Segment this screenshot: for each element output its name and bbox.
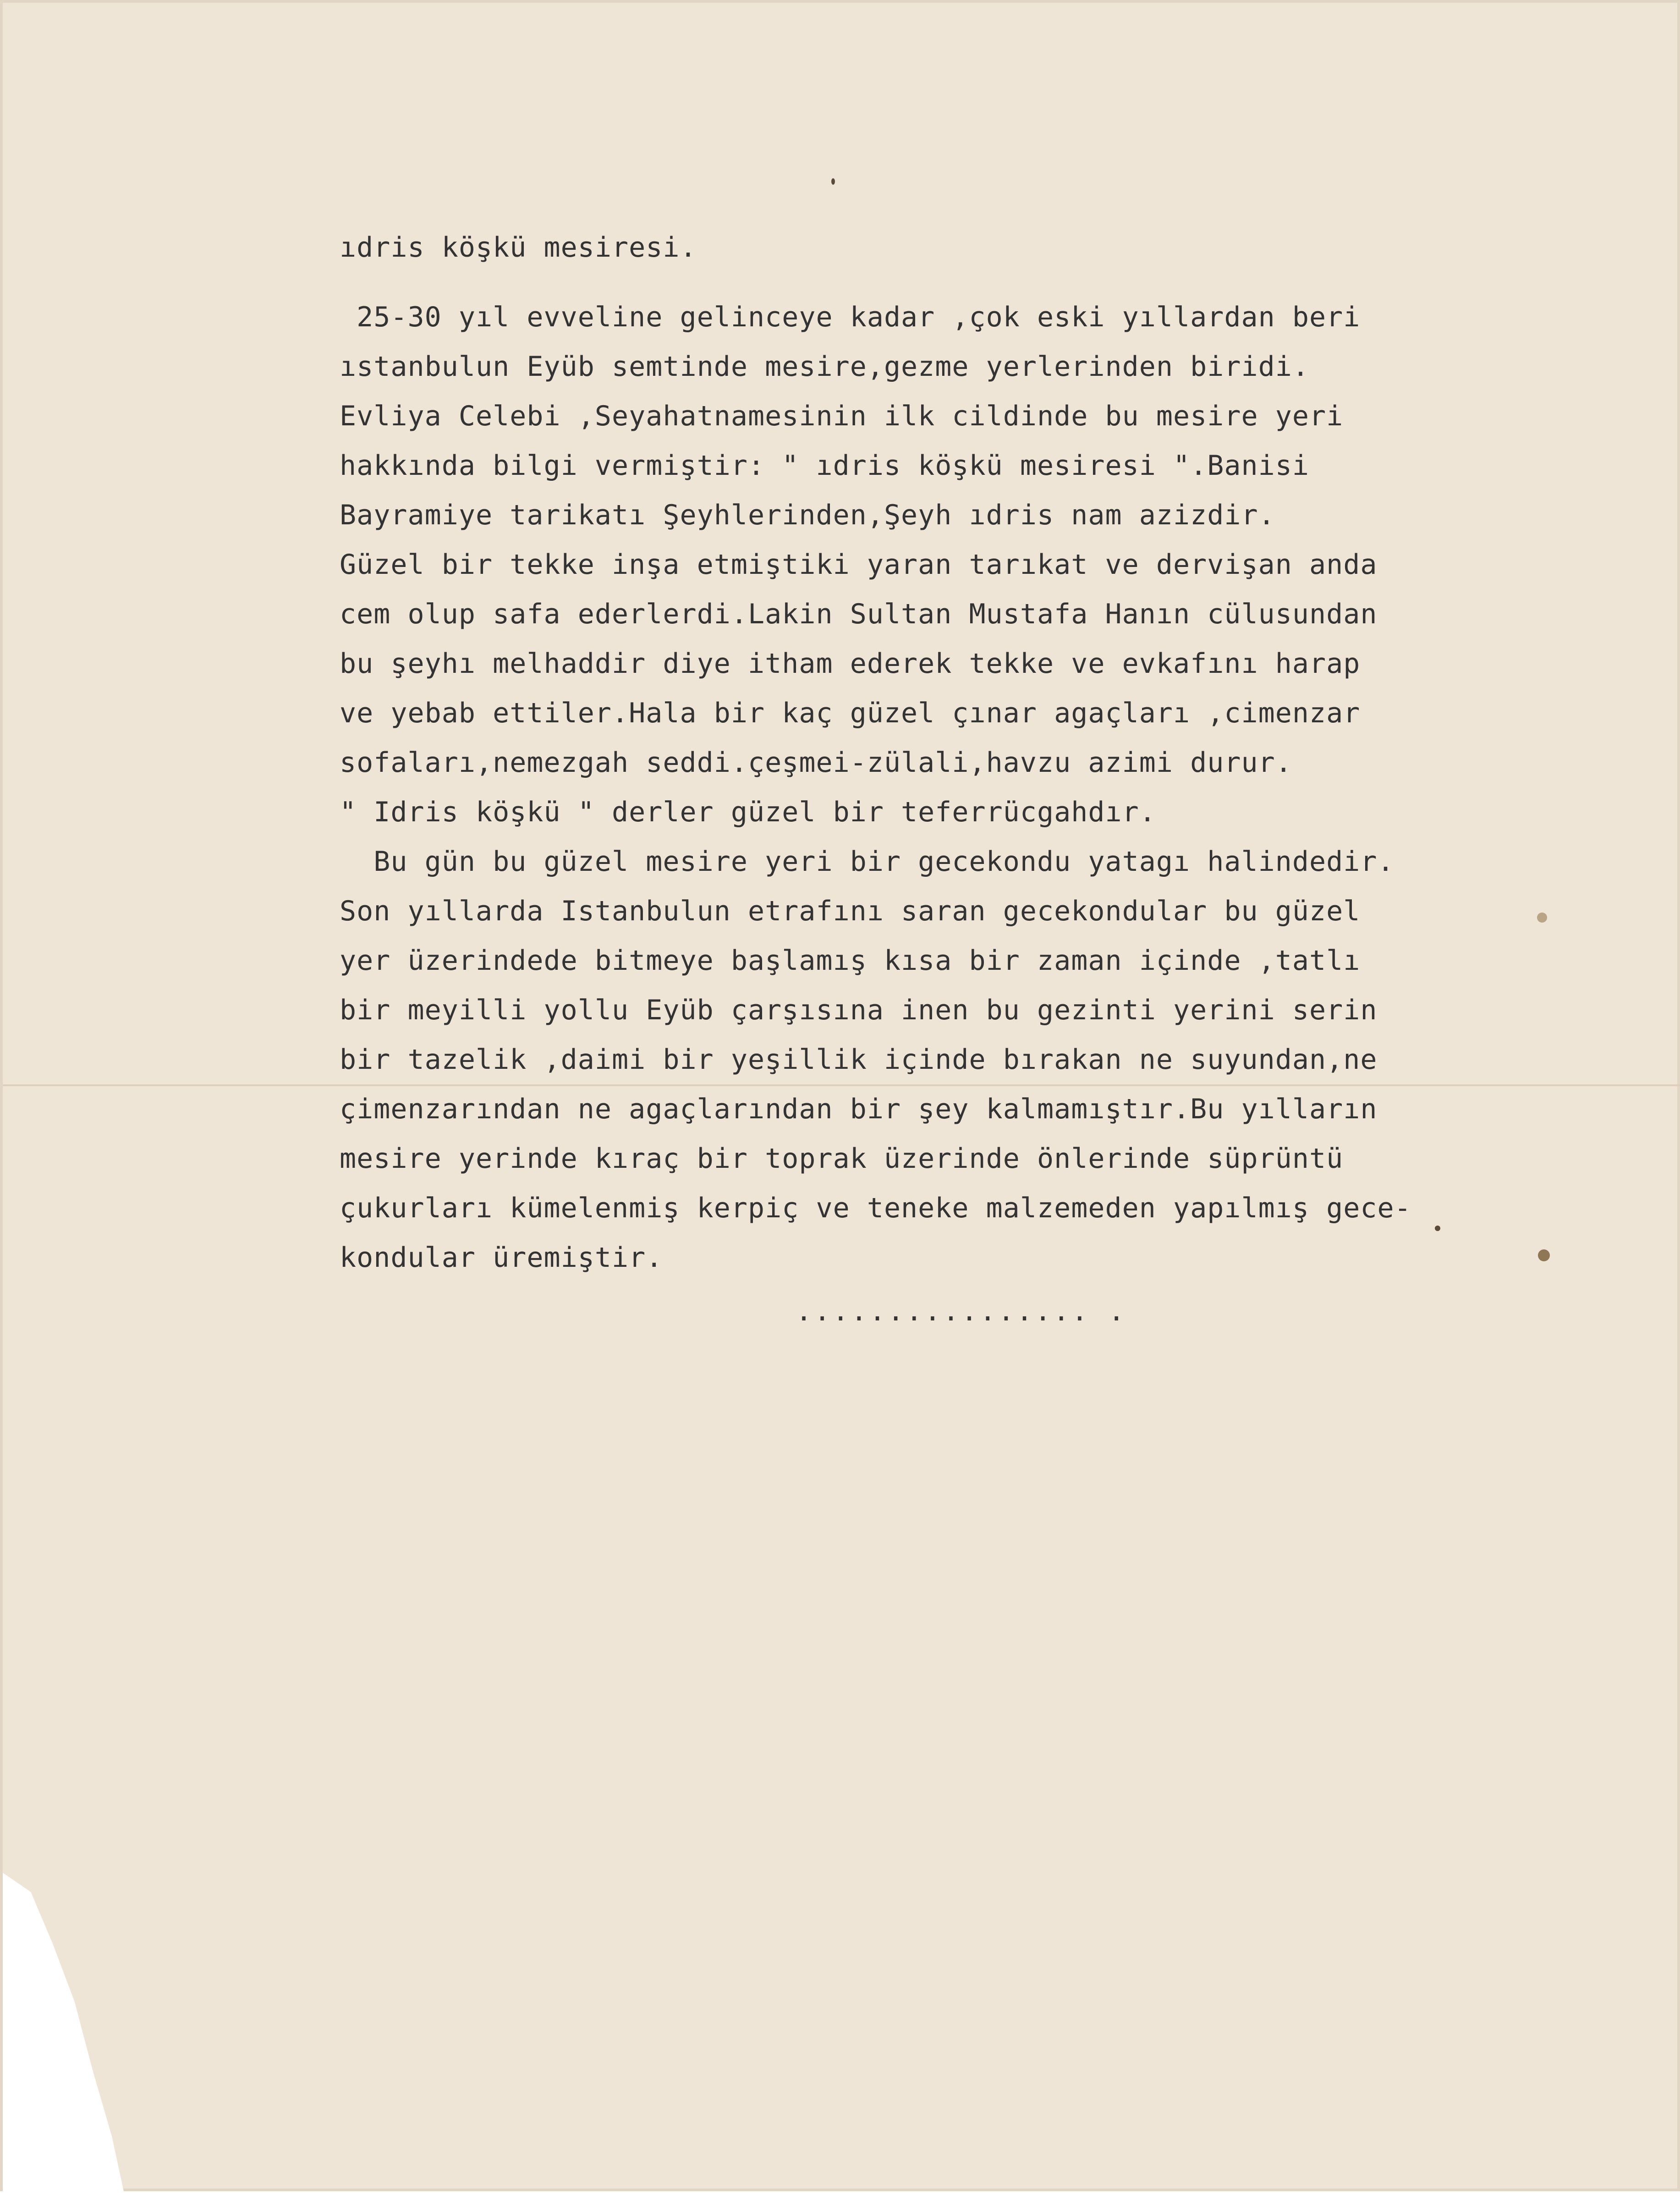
text-line: 25-30 yıl evveline gelinceye kadar ,çok eski yıllardan beri [340,301,1361,333]
text-line: Evliya Celebi ,Seyahatnamesinin ilk cildinde bu mesire yeri [340,400,1344,432]
text-line: çimenzarından ne agaçlarından bir şey kalmamıştır.Bu yılların [340,1093,1378,1125]
text-line: ve yebab ettiler.Hala bir kaç güzel çınar agaçları ,cimenzar [340,697,1361,729]
text-line: Güzel bir tekke inşa etmiştiki yaran tarıkat ve dervişan anda [340,549,1378,581]
text-line: mesire yerinde kıraç bir toprak üzerinde önlerinde süprüntü [340,1143,1344,1175]
text-line: " Idris köşkü " derler güzel bir teferrücgahdır. [340,796,1156,828]
text-line: Son yıllarda Istanbulun etrafını saran gecekondular bu güzel [340,895,1361,927]
end-marker: ................ . [796,1295,1127,1327]
stain-spot [831,178,835,185]
text-line: kondular üremiştir. [340,1242,663,1274]
text-line: bu şeyhı melhaddir diye itham ederek tekke ve evkafını harap [340,648,1361,680]
text-line: ıstanbulun Eyüb semtinde mesire,gezme yerlerinden biridi. [340,351,1310,383]
document-title: ıdris köşkü mesiresi. [340,231,697,264]
text-line: Bayramiye tarikatı Şeyhlerinden,Şeyh ıdris nam azizdir. [340,499,1275,531]
typewritten-text [340,223,1577,1282]
text-line: yer üzerindede bitmeye başlamış kısa bir zaman içinde ,tatlı [340,945,1361,977]
torn-corner [3,1873,159,2194]
text-line: sofaları,nemezgah seddi.çeşmei-zülali,havzu azimi durur. [340,747,1292,779]
text-line: cem olup safa ederlerdi.Lakin Sultan Mustafa Hanın cülusundan [340,598,1378,630]
text-line: Bu gün bu güzel mesire yeri bir gecekondu yatagı halindedir. [340,846,1395,878]
text-line: çukurları kümelenmiş kerpiç ve teneke malzemeden yapılmış gece- [340,1192,1411,1224]
text-line: hakkında bilgi vermiştir: " ıdris köşkü mesiresi ".Banisi [340,450,1310,482]
text-line: bir meyilli yollu Eyüb çarşısına inen bu gezinti yerini serin [340,994,1378,1026]
text-line: bir tazelik ,daimi bir yeşillik içinde bırakan ne suyundan,ne [340,1044,1378,1076]
